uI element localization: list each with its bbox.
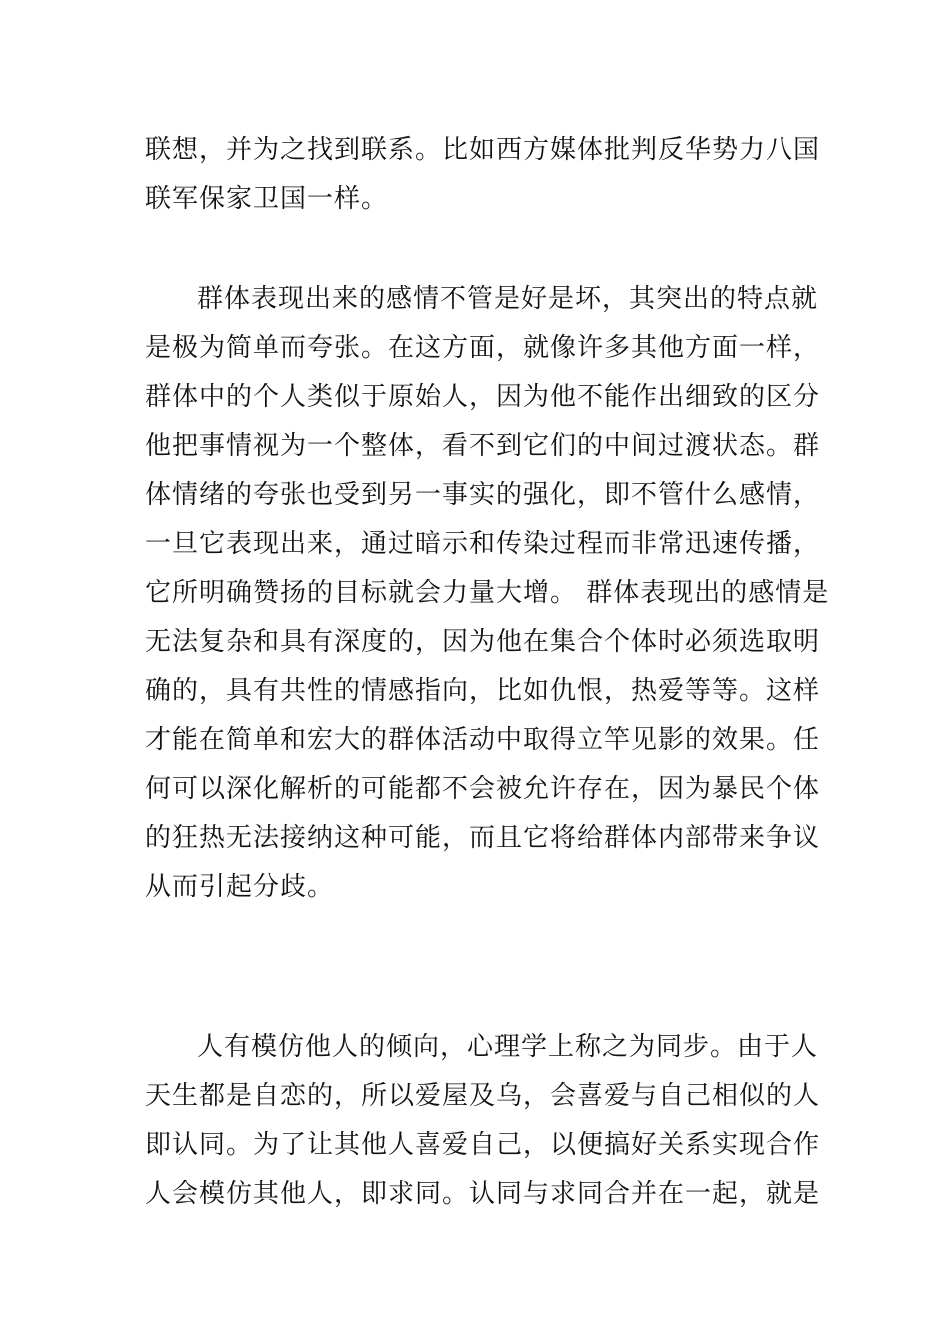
- text-line: 群体中的个人类似于原始人，因为他不能作出细致的区分: [145, 382, 821, 412]
- paragraph-continuation: [145, 126, 821, 224]
- text-line: 人有模仿他人的倾向，心理学上称之为同步。由于人: [197, 1032, 819, 1062]
- text-line: 从而引起分歧。: [145, 872, 335, 902]
- text-line: 他把事情视为一个整体，看不到它们的中间过渡状态。群: [145, 431, 821, 461]
- text-line: 才能在简单和宏大的群体活动中取得立竿见影的效果。任: [145, 725, 821, 755]
- text-line: 无法复杂和具有深度的，因为他在集合个体时必须选取明: [145, 627, 821, 657]
- text-line: 的狂热无法接纳这种可能，而且它将给群体内部带来争议: [145, 823, 821, 853]
- text-line: 它所明确赞扬的目标就会力量大增。 群体表现出的感情是: [145, 578, 830, 608]
- text-line: 即认同。为了让其他人喜爱自己，以便搞好关系实现合作: [145, 1130, 821, 1160]
- text-line: 天生都是自恋的，所以爱屋及乌，会喜爱与自己相似的人: [145, 1081, 821, 1111]
- text-line: 何可以深化解析的可能都不会被允许存在，因为暴民个体: [145, 774, 821, 804]
- paragraph-imitation: [145, 1023, 821, 1219]
- text-line: 体情绪的夸张也受到另一事实的强化，即不管什么感情，: [145, 480, 821, 510]
- text-line: 联想，并为之找到联系。比如西方媒体批判反华势力八国: [145, 135, 821, 165]
- text-line: 确的，具有共性的情感指向，比如仇恨，热爱等等。这样: [145, 676, 821, 706]
- paragraph-group-emotions: [145, 275, 830, 912]
- text-line: 联军保家卫国一样。: [145, 184, 389, 214]
- text-line: 一旦它表现出来，通过暗示和传染过程而非常迅速传播，: [145, 529, 821, 559]
- text-line: 人会模仿其他人，即求同。认同与求同合并在一起，就是: [145, 1179, 821, 1209]
- text-line: 是极为简单而夸张。在这方面，就像许多其他方面一样，: [145, 333, 821, 363]
- text-line: 群体表现出来的感情不管是好是坏，其突出的特点就: [197, 284, 819, 314]
